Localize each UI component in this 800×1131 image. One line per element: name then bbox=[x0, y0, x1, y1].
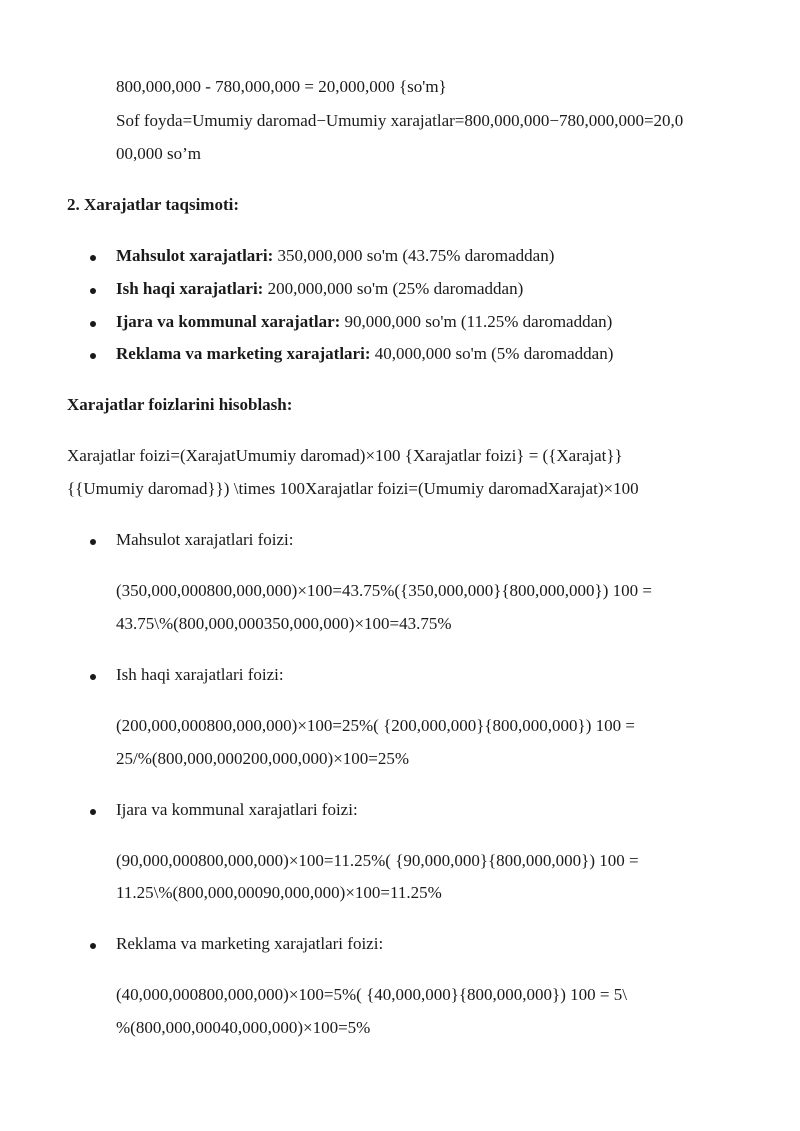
list-item-value: 40,000,000 so'm (5% daromaddan) bbox=[370, 344, 614, 363]
section-heading: 2. Xarajatlar taqsimoti: bbox=[67, 195, 240, 214]
percent-calc-line: (40,000,000800,000,000)×100=5%( {40,000,000}{800,000,000}) 100 = 5\ bbox=[116, 985, 627, 1004]
percent-calc-line: %(800,000,00040,000,000)×100=5% bbox=[116, 1018, 371, 1037]
percent-item-title: Ish haqi xarajatlari foizi: bbox=[116, 665, 284, 684]
bullet-icon bbox=[90, 539, 96, 545]
percent-calc-line: (90,000,000800,000,000)×100=11.25%( {90,000,000}{800,000,000}) 100 = bbox=[116, 851, 639, 870]
bullet-icon bbox=[90, 288, 96, 294]
list-item-label: Ijara va kommunal xarajatlar: bbox=[116, 312, 341, 331]
percent-item-title: Ijara va kommunal xarajatlari foizi: bbox=[116, 800, 358, 819]
bullet-icon bbox=[90, 943, 96, 949]
percent-item-title: Mahsulot xarajatlari foizi: bbox=[116, 530, 294, 549]
list-item bbox=[116, 343, 613, 365]
profit-formula-continuation: 00,000 so’m bbox=[116, 144, 201, 163]
bullet-icon bbox=[90, 353, 96, 359]
list-item bbox=[116, 311, 612, 333]
list-item-value: 90,000,000 so'm (11.25% daromaddan) bbox=[340, 312, 613, 331]
list-item-value: 200,000,000 so'm (25% daromaddan) bbox=[263, 279, 524, 298]
list-item-value: 350,000,000 so'm (43.75% daromaddan) bbox=[273, 246, 555, 265]
profit-equation: 800,000,000 - 780,000,000 = 20,000,000 {so'm} bbox=[116, 77, 447, 96]
percent-item-title: Reklama va marketing xarajatlari foizi: bbox=[116, 934, 384, 953]
bullet-icon bbox=[90, 674, 96, 680]
bullet-icon bbox=[90, 255, 96, 261]
formula-line: {{Umumiy daromad}}) \times 100Xarajatlar foizi=(Umumiy daromadXarajat)×100 bbox=[67, 479, 639, 498]
bullet-icon bbox=[90, 809, 96, 815]
subsection-heading: Xarajatlar foizlarini hisoblash: bbox=[67, 395, 293, 414]
percent-calc-line: (200,000,000800,000,000)×100=25%( {200,000,000}{800,000,000}) 100 = bbox=[116, 716, 635, 735]
list-item bbox=[116, 245, 554, 267]
percent-calc-line: 11.25\%(800,000,00090,000,000)×100=11.25% bbox=[116, 883, 442, 902]
profit-formula-line: Sof foyda=Umumiy daromad−Umumiy xarajatlar=800,000,000−780,000,000=20,0 bbox=[116, 111, 684, 130]
list-item-label: Ish haqi xarajatlari: bbox=[116, 279, 264, 298]
bullet-icon bbox=[90, 321, 96, 327]
percent-calc-line: (350,000,000800,000,000)×100=43.75%({350,000,000}{800,000,000}) 100 = bbox=[116, 581, 652, 600]
percent-calc-line: 25/%(800,000,000200,000,000)×100=25% bbox=[116, 749, 410, 768]
list-item bbox=[116, 278, 523, 300]
list-item-label: Mahsulot xarajatlari: bbox=[116, 246, 274, 265]
list-item-label: Reklama va marketing xarajatlari: bbox=[116, 344, 371, 363]
formula-line: Xarajatlar foizi=(XarajatUmumiy daromad)×100 {Xarajatlar foizi} = ({Xarajat}} bbox=[67, 446, 623, 465]
percent-calc-line: 43.75\%(800,000,000350,000,000)×100=43.75% bbox=[116, 614, 452, 633]
